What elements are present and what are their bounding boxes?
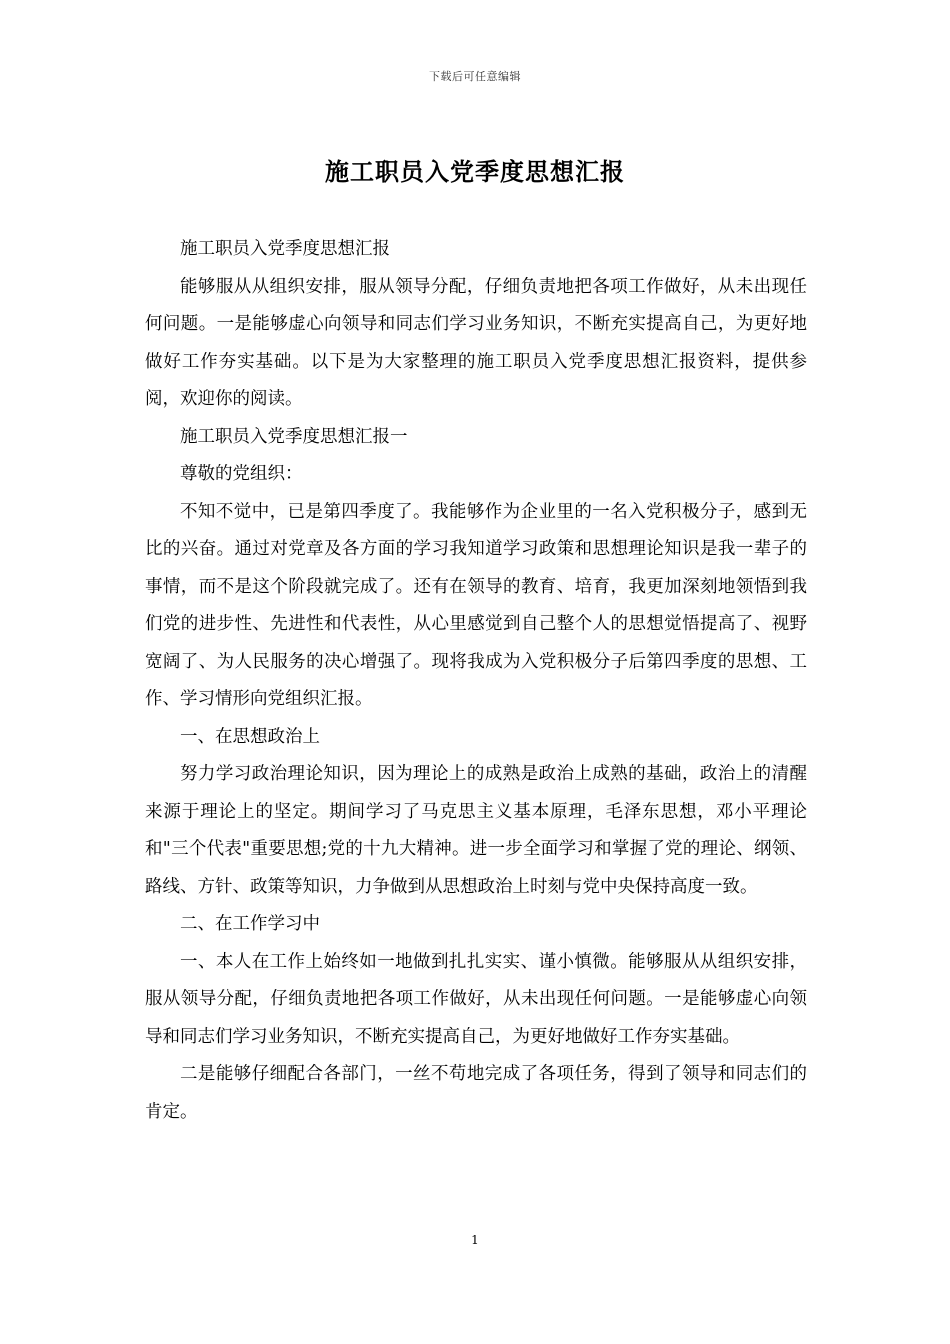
paragraph-subtitle: 施工职员入党季度思想汇报 — [180, 239, 390, 259]
paragraph-work-two: 二是能够仔细配合各部门，一丝不苟地完成了各项任务，得到了领导和同志们的肯定。 — [145, 1064, 807, 1122]
paragraph-section-title: 施工职员入党季度思想汇报一 — [180, 426, 408, 447]
heading-work-study: 二、在工作学习中 — [180, 914, 320, 934]
paragraph-opening: 不知不觉中，已是第四季度了。我能够作为企业里的一名入党积极分子，感到无比的兴奋。通过对党章及各方面的学习我知道学习政策和思想理论知识是我一辈子的事情，而不是这个阶段就完成了。还有在领导的教育、培育，我更加深刻地领悟到我们党的进步性、先进性和代表性，从心里感觉到自己整个人的思想觉悟提高了、视野宽阔了、为人民服务的决心增强了。现将我成为入党积极分子后第四季度的思想、工作、学习情形向党组织汇报。 — [145, 501, 807, 709]
document-body — [145, 231, 807, 1131]
header-note: 下载后可任意编辑 — [429, 70, 521, 83]
page-number: 1 — [471, 1233, 479, 1247]
paragraph-political-thought: 努力学习政治理论知识，因为理论上的成熟是政治上成熟的基础，政治上的清醒来源于理论上的坚定。期间学习了马克思主义基本原理，毛泽东思想，邓小平理论和"三个代表"重要思想;党的十九大精神。进一步全面学习和掌握了党的理论、纲领、路线、方针、政策等知识，力争做到从思想政治上时刻与党中央保持高度一致。 — [145, 764, 807, 897]
document-title: 施工职员入党季度思想汇报 — [325, 157, 625, 186]
paragraph-work-one: 一、本人在工作上始终如一地做到扎扎实实、谨小慎微。能够服从从组织安排，服从领导分配，仔细负责地把各项工作做好，从未出现任何问题。一是能够虚心向领导和同志们学习业务知识，不断充实提高自己，为更好地做好工作夯实基础。 — [145, 951, 807, 1047]
paragraph-intro: 能够服从从组织安排，服从领导分配，仔细负责地把各项工作做好，从未出现任何问题。一是能够虚心向领导和同志们学习业务知识，不断充实提高自己，为更好地做好工作夯实基础。以下是为大家整理的施工职员入党季度思想汇报资料，提供参阅，欢迎你的阅读。 — [145, 276, 807, 409]
heading-political-thought: 一、在思想政治上 — [180, 726, 320, 747]
paragraph-salutation: 尊敬的党组织： — [180, 464, 303, 484]
